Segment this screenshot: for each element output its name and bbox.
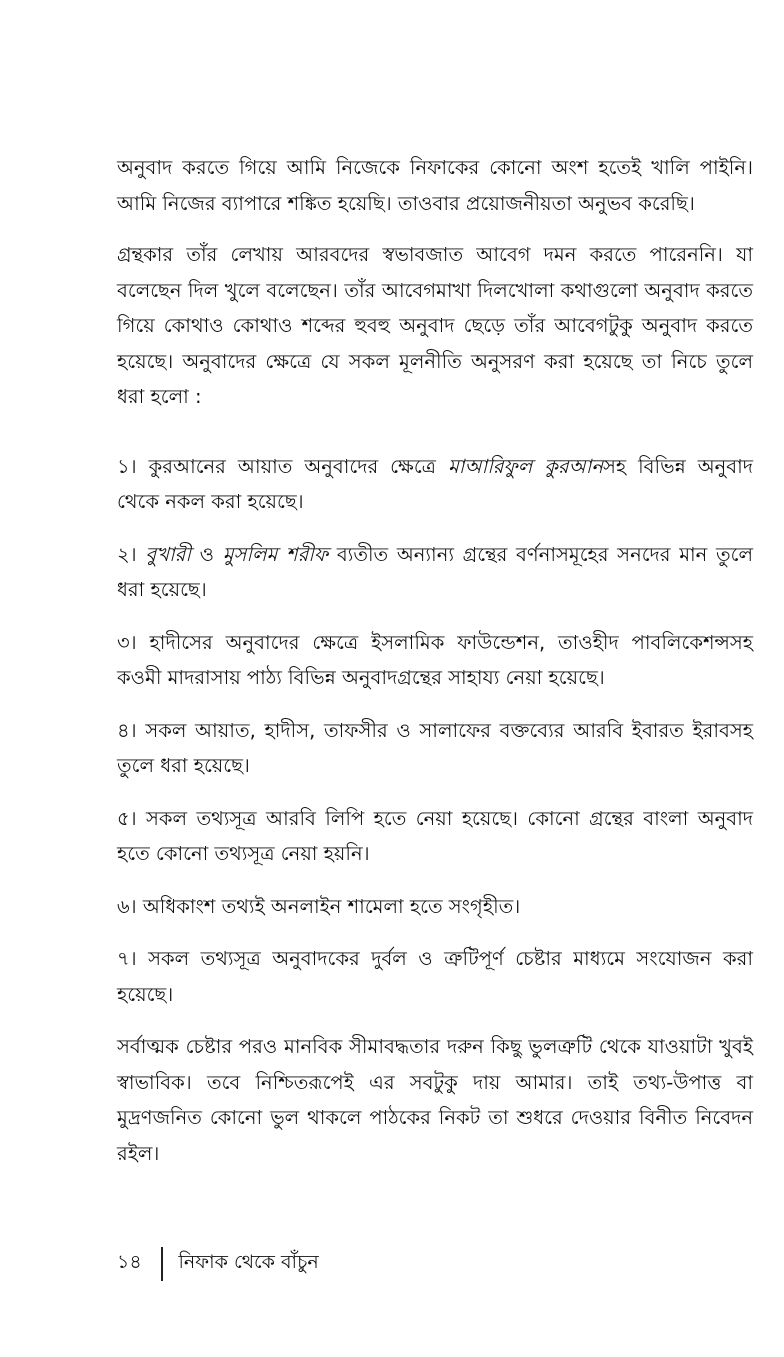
item-2-number: ২। [117,542,146,566]
principles-list [117,449,753,1013]
item-1-text: ১। কুরআনের আয়াত অনুবাদের ক্ষেত্রে [117,454,448,478]
item-1-text-end: সহ বিভিন্ন অনুবাদ থেকে নকল করা হয়েছে। [117,454,753,513]
list-item: ৪। সকল আয়াত, হাদীস, তাফসীর ও সালাফের বক্তব্যের আরবি ইবারত ইরাবসহ তুলে ধরা হয়েছে। [117,718,753,777]
list-item: ৭। সকল তথ্যসূত্র অনুবাদকের দুর্বল ও ত্রুটিপূর্ণ চেষ্টার মাধ্যমে সংযোজন করা হয়েছে। [117,947,753,1006]
list-item: ৩। হাদীসের অনুবাদের ক্ষেত্রে ইসলামিক ফাউন্ডেশন, তাওহীদ পাবলিকেশন্সসহ কওমী মাদরাসায় পাঠ্য বিভিন্ন অনুবাদগ্রন্থের সাহায্য নেয়া হয়েছে। [117,630,753,689]
page-number: ১৪ [117,1251,142,1273]
list-item: ৫। সকল তথ্যসূত্র আরবি লিপি হতে নেয়া হয়েছে। কোনো গ্রন্থের বাংলা অনুবাদ হতে কোনো তথ্যসূত্র নেয়া হয়নি। [117,806,753,865]
footer-divider [161,1247,163,1281]
book-title-muslim: মুসলিম শরীফ [222,542,329,566]
book-title-bukhari: বুখারী [145,542,191,566]
running-title: নিফাক থেকে বাঁচুন [178,1251,319,1273]
book-title-maariful-quran: মাআরিফুল কুরআন [447,454,603,478]
page-footer [117,1247,319,1281]
intro-paragraph-1: অনুবাদ করতে গিয়ে আমি নিজেকে নিফাকের কোনো অংশ হতেই খালি পাইনি। আমি নিজের ব্যাপারে শঙ্কিত হয়েছি। তাওবার প্রয়োজনীয়তা অনুভব করেছি। [117,156,753,215]
list-item [117,537,753,608]
list-item [117,449,753,520]
intro-paragraph-2: গ্রন্থকার তাঁর লেখায় আরবদের স্বভাবজাত আবেগ দমন করতে পারেননি। যা বলেছেন দিল খুলে বলেছেন। তাঁর আবেগমাখা দিলখোলা কথাগুলো অনুবাদ করতে গিয়ে কোথাও কোথাও শব্দের হুবহু অনুবাদ ছেড়ে তাঁর আবেগটুকু অনুবাদ করতে হয়েছে। অনুবাদের ক্ষেত্রে যে সকল মূলনীতি অনুসরণ করা হয়েছে তা নিচে তুলে ধরা হলো : [117,243,753,408]
list-item: ৬। অধিকাংশ তথ্যই অনলাইন শামেলা হতে সংগৃহীত। [117,894,521,918]
item-2-text-end: ব্যতীত অন্যান্য গ্রন্থের বর্ণনাসমূহের সনদের মান তুলে ধরা হয়েছে। [117,542,754,601]
item-2-conjunction: ও [190,542,223,566]
closing-paragraph: সর্বাত্মক চেষ্টার পরও মানবিক সীমাবদ্ধতার দরুন কিছু ভুলত্রুটি থেকে যাওয়াটা খুবই স্বাভাবিক। তবে নিশ্চিতরূপেই এর সবটুকু দায় আমার। তাই তথ্য-উপাত্ত বা মুদ্রণজনিত কোনো ভুল থাকলে পাঠকের নিকট তা শুধরে দেওয়ার বিনীত নিবেদন রইল। [117,1035,753,1165]
page-body [117,150,753,1171]
